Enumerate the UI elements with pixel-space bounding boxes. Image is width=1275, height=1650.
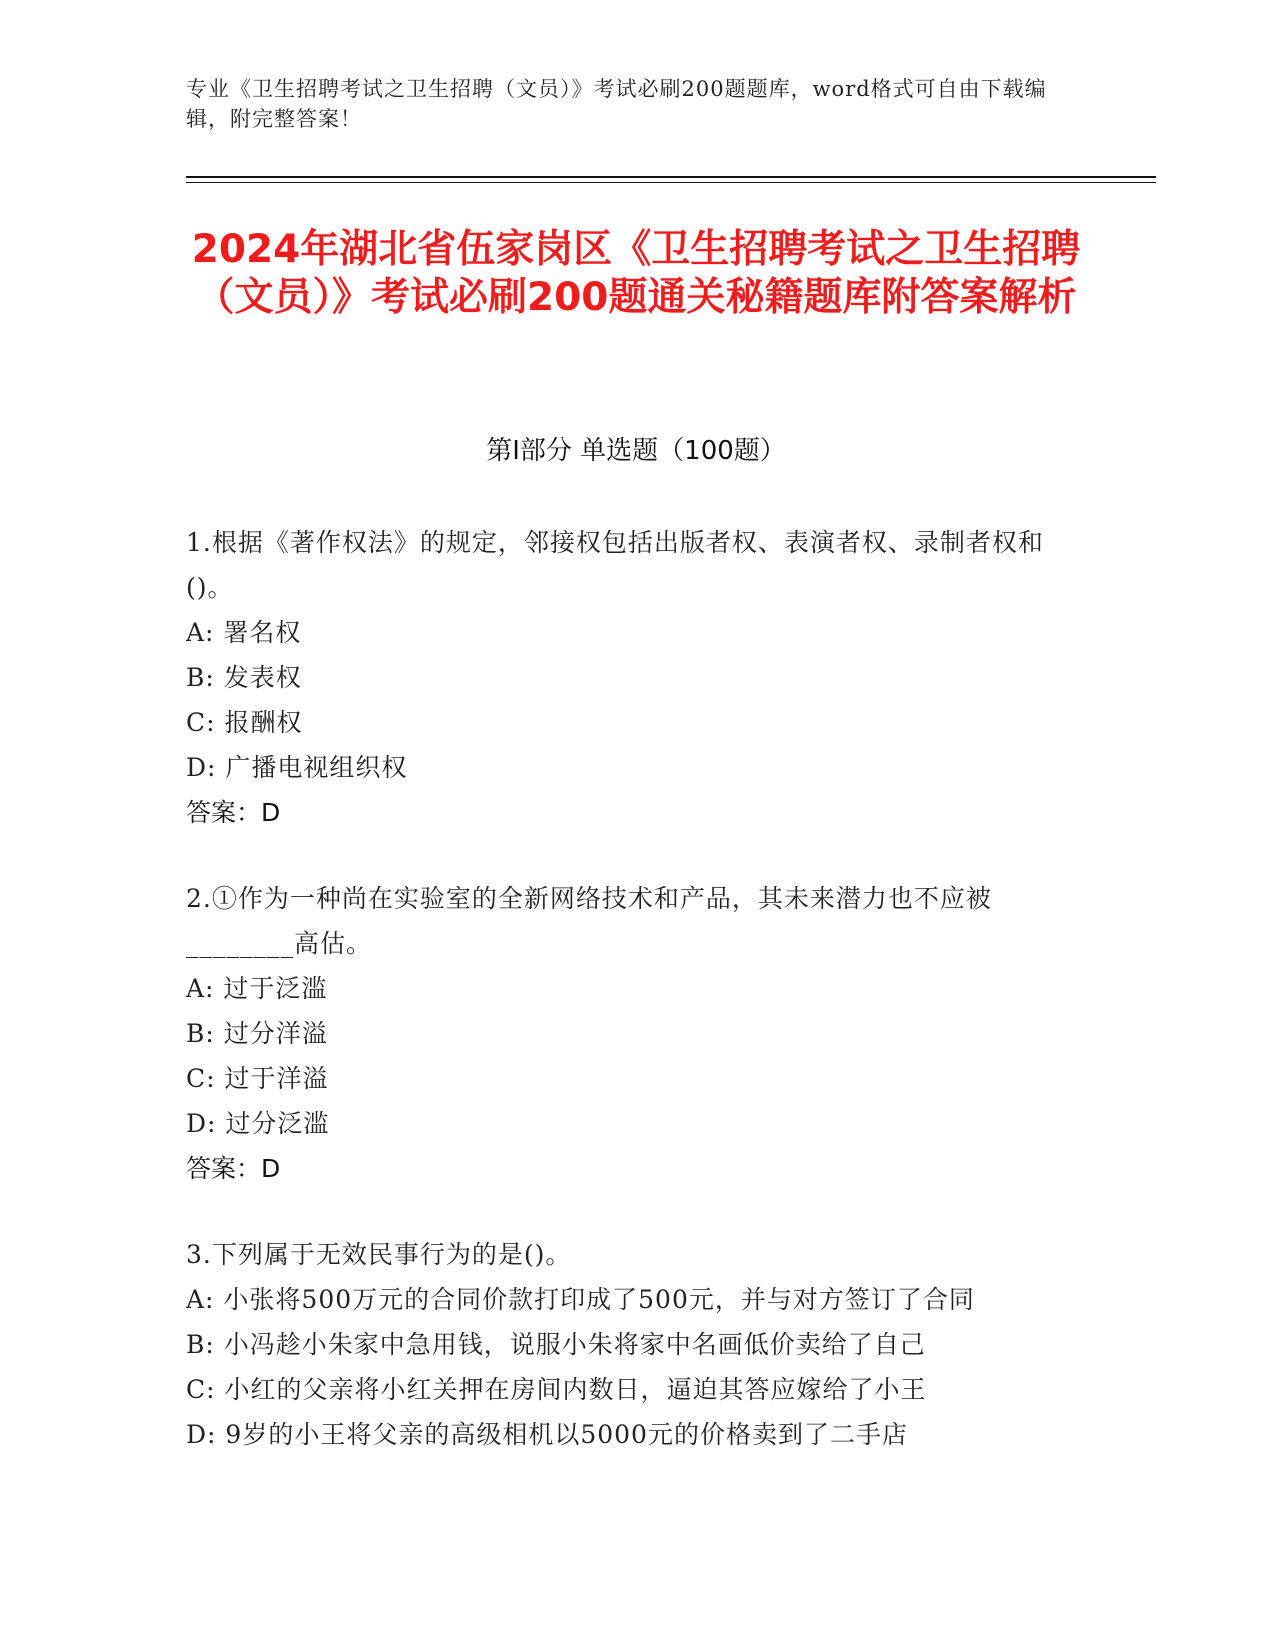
header-divider [186,176,1156,178]
option-d: D: 过分泛滥 [186,1109,330,1138]
answer-label: 答案： [186,798,262,827]
question-stem: 2.①作为一种尚在实验室的全新网络技术和产品，其未来潜力也不应被________高估。 [186,884,992,958]
question-2 [186,876,1066,1191]
answer-line [186,790,1066,835]
option-a: A: 小张将500万元的合同价款打印成了500元，并与对方签订了合同 [186,1285,975,1314]
option-c: C: 小红的父亲将小红关押在房间内数日，逼迫其答应嫁给了小王 [186,1375,927,1404]
answer-value: D [261,1154,281,1183]
option-c: C: 报酬权 [186,708,303,737]
document-title: 2024年湖北省伍家岗区《卫生招聘考试之卫生招聘（文员）》考试必刷200题通关秘籍题库附答案解析 [191,227,1081,320]
question-1 [186,520,1066,835]
option-a: A: 署名权 [186,618,302,647]
answer-line [186,1146,1066,1191]
header-divider-thin [186,182,1156,183]
header-note: 专业《卫生招聘考试之卫生招聘（文员）》考试必刷200题题库，word格式可自由下载编辑，附完整答案！ [186,77,1047,131]
question-3 [186,1232,1066,1457]
option-b: B: 过分洋溢 [186,1019,328,1048]
answer-value: D [261,798,281,827]
option-b: B: 发表权 [186,663,302,692]
answer-label: 答案： [186,1154,262,1183]
question-stem: 3.下列属于无效民事行为的是()。 [186,1240,572,1269]
option-d: D: 9岁的小王将父亲的高级相机以5000元的价格卖到了二手店 [186,1420,908,1449]
option-a: A: 过于泛滥 [186,974,328,1003]
question-list [186,520,1066,1498]
option-b: B: 小冯趁小朱家中急用钱，说服小朱将家中名画低价卖给了自己 [186,1330,926,1359]
option-d: D: 广播电视组织权 [186,753,408,782]
section-heading: 第Ⅰ部分 单选题（100题） [486,436,786,466]
question-stem: 1.根据《著作权法》的规定，邻接权包括出版者权、表演者权、录制者权和()。 [186,528,1044,602]
option-c: C: 过于洋溢 [186,1064,329,1093]
